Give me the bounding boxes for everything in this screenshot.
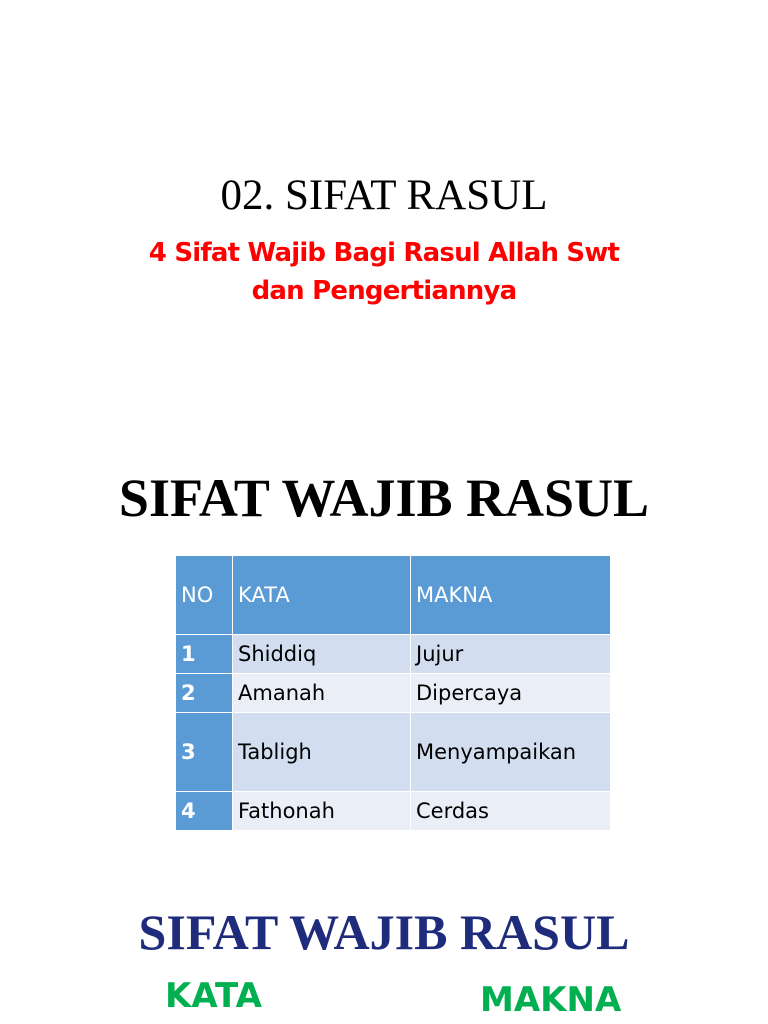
cell-no: 2 — [176, 674, 233, 713]
subtitle — [0, 234, 768, 310]
column-header-kata: KATA — [233, 556, 411, 635]
sifat-table-container — [175, 555, 610, 831]
cell-no: 4 — [176, 792, 233, 831]
cell-kata: Shiddiq — [233, 635, 411, 674]
table-row — [176, 674, 611, 713]
table-row — [176, 792, 611, 831]
table-row — [176, 635, 611, 674]
cell-kata: Fathonah — [233, 792, 411, 831]
subtitle-line-1: 4 Sifat Wajib Bagi Rasul Allah Swt — [148, 238, 620, 268]
makna-label: MAKNA — [480, 980, 622, 1020]
column-header-no: NO — [176, 556, 233, 635]
sifat-table — [175, 555, 611, 831]
cell-no: 1 — [176, 635, 233, 674]
cell-makna: Jujur — [411, 635, 611, 674]
table-header-row — [176, 556, 611, 635]
cell-no: 3 — [176, 713, 233, 792]
subtitle-line-2: dan Pengertiannya — [251, 276, 517, 306]
cell-kata: Tabligh — [233, 713, 411, 792]
column-header-makna: MAKNA — [411, 556, 611, 635]
cell-makna: Cerdas — [411, 792, 611, 831]
bottom-section-title: SIFAT WAJIB RASUL — [138, 904, 630, 960]
cell-kata: Amanah — [233, 674, 411, 713]
cell-makna: Menyampaikan — [411, 713, 611, 792]
cell-makna: Dipercaya — [411, 674, 611, 713]
table-row — [176, 713, 611, 792]
section-title: SIFAT WAJIB RASUL — [118, 468, 650, 528]
kata-label: KATA — [165, 976, 262, 1016]
page-title: 02. SIFAT RASUL — [220, 172, 548, 219]
